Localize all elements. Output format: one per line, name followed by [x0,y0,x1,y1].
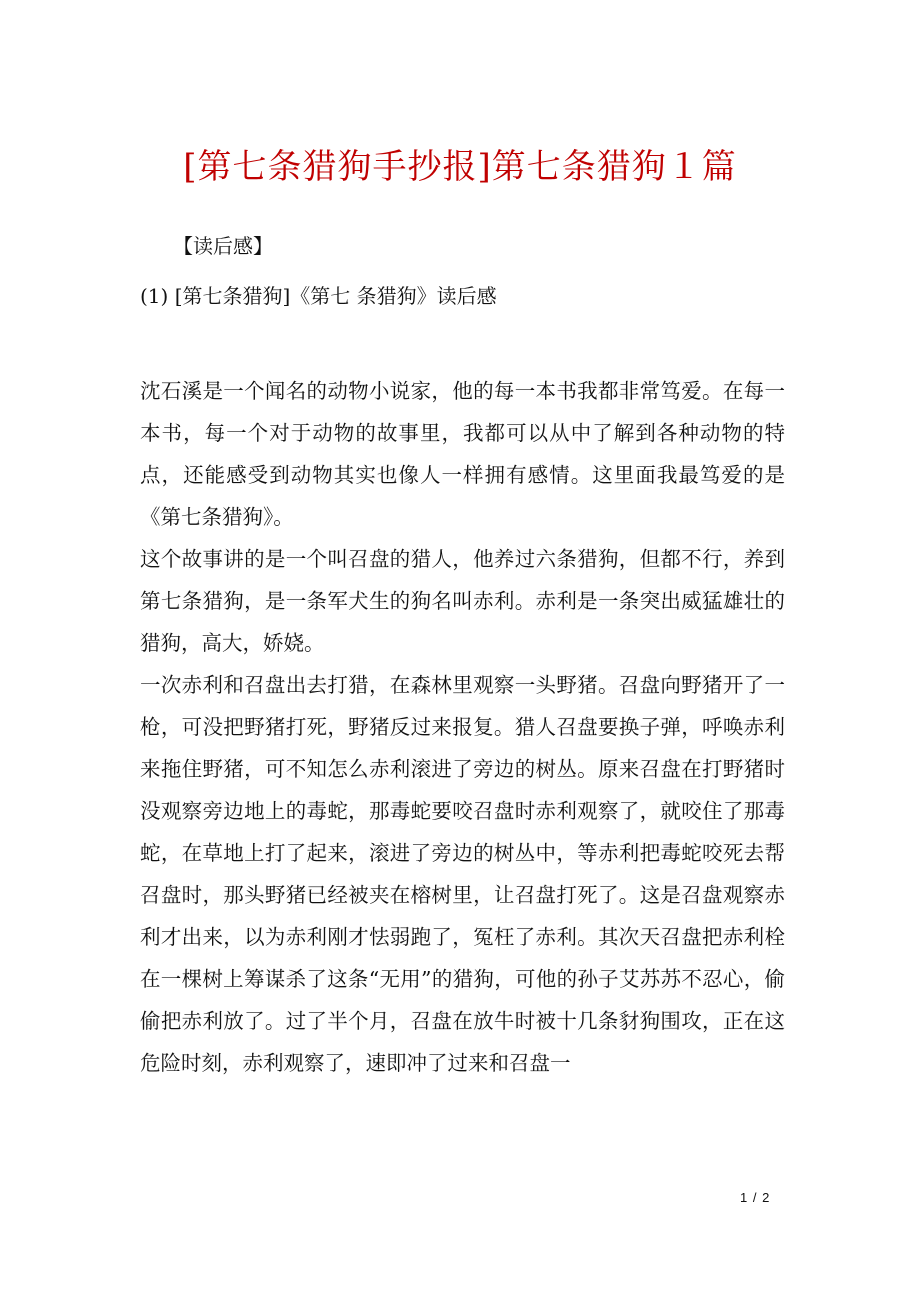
section-tag: 【读后感】 [173,234,273,258]
body-text [140,370,785,1084]
document-title: [第七条猎狗手抄报]第七条猎狗１篇 [183,147,737,187]
paragraph-3: 一次赤利和召盘出去打猎，在森林里观察一头野猪。召盘向野猪开了一枪，可没把野猪打死，野猪反过来报复。猎人召盘要换子弹，呼唤赤利来拖住野猪，可不知怎么赤利滚进了旁边的树丛。原来召盘在打野猪时没观察旁边地上的毒蛇，那毒蛇要咬召盘时赤利观察了，就咬住了那毒蛇，在草地上打了起来，滚进了旁边的树丛中，等赤利把毒蛇咬死去帮召盘时，那头野猪已经被夹在榕树里，让召盘打死了。这是召盘观察赤利才出来，以为赤利刚才怯弱跑了，冤枉了赤利。其次天召盘把赤利栓在一棵树上筹谋杀了这条“无用”的猎狗，可他的孙子艾苏苏不忍心，偷偷把赤利放了。过了半个月，召盘在放牛时被十几条豺狗围攻，正在这危险时刻，赤利观察了，速即冲了过来和召盘一 [140,673,785,1075]
page-number: 1 / 2 [740,1190,771,1205]
paragraph-1: 沈石溪是一个闻名的动物小说家，他的每一本书我都非常笃爱。在每一本书，每一个对于动物的故事里，我都可以从中了解到各种动物的特点，还能感受到动物其实也像人一样拥有感情。这里面我最笃爱的是《第七条猎狗》。 [140,379,785,529]
subtitle: (1) [第七条猎狗]《第七 条猎狗》读后感 [140,284,497,308]
paragraph-2: 这个故事讲的是一个叫召盘的猎人，他养过六条猎狗，但都不行，养到第七条猎狗，是一条军犬生的狗名叫赤利。赤利是一条突出威猛雄壮的猎狗，高大，娇娆。 [140,547,785,655]
